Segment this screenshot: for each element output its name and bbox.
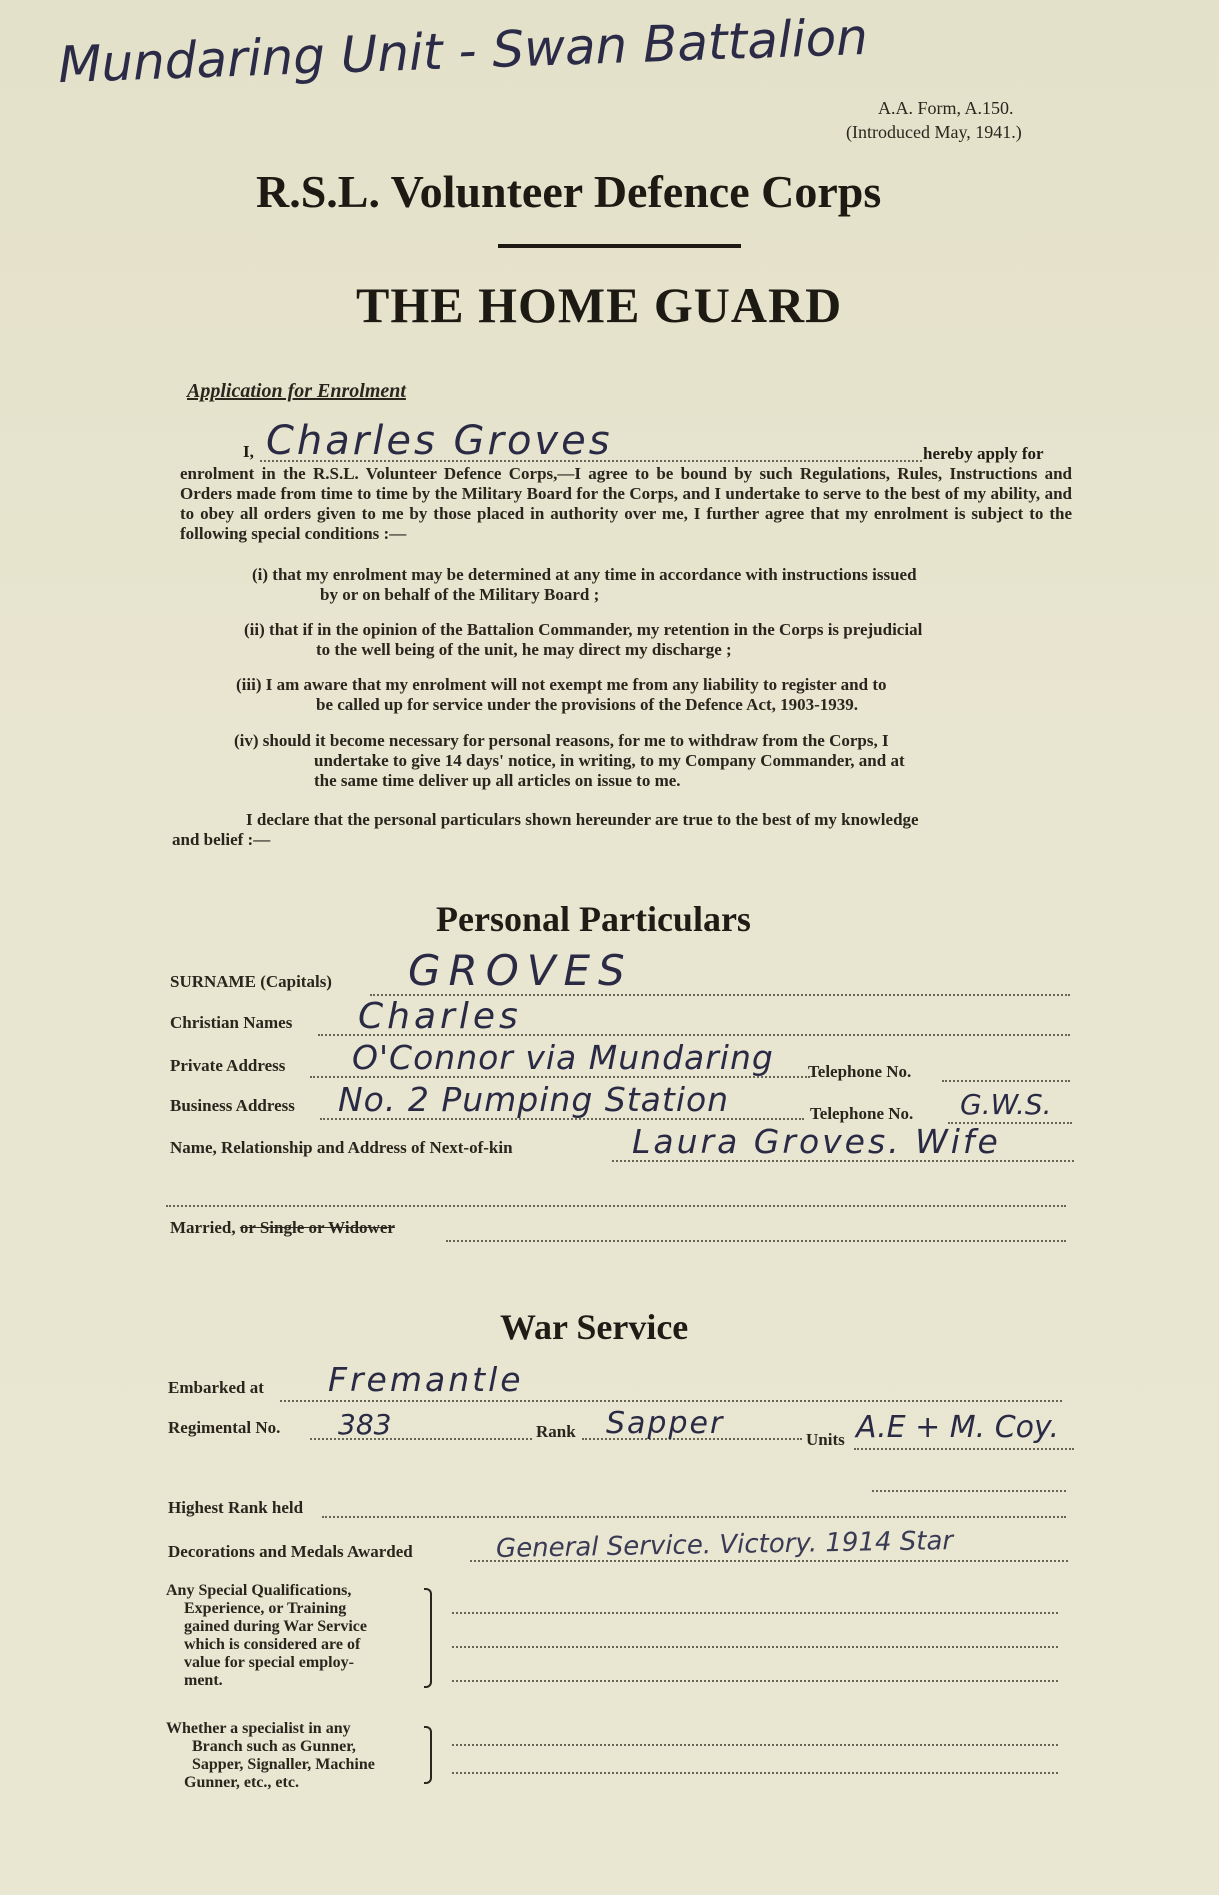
- condition-4: [234, 731, 1074, 791]
- declaration-line1: I declare that the personal particulars shown hereunder are true to the best of my knowledge: [246, 810, 919, 829]
- condition-1-line2: by or on behalf of the Military Board ;: [320, 585, 600, 604]
- highest-rank-label: Highest Rank held: [168, 1498, 304, 1517]
- married-label: Married,: [170, 1218, 236, 1237]
- embarked-label: Embarked at: [168, 1378, 264, 1397]
- declaration-line2: and belief :—: [172, 830, 271, 849]
- condition-4-line1: (iv) should it become necessary for personal reasons, for me to withdraw from the Corps, I: [234, 731, 889, 750]
- private-telephone-line: [942, 1080, 1070, 1082]
- specialist-label: [166, 1720, 416, 1792]
- intro-paragraph: enrolment in the R.S.L. Volunteer Defence Corps,—I agree to be bound by such Regulations, Rules, Instructions and Orders made from time to time by the Military Board for the Corps, and I undertake to serve to the best of my ability, and to obey all orders given to me by those placed in authority over me, I further agree that my enrolment is subject to the following special conditions :—: [180, 464, 1072, 543]
- special-qual-line-4: which is considered are of: [184, 1636, 361, 1653]
- units-line: [854, 1448, 1074, 1450]
- special-qual-line-6: ment.: [184, 1672, 223, 1689]
- units-label: Units: [806, 1430, 845, 1449]
- condition-1-line1: (i) that my enrolment may be determined at any time in accordance with instructions issued: [252, 565, 917, 584]
- special-qual-line-a: [452, 1612, 1058, 1614]
- specialist-line-a: [452, 1744, 1058, 1746]
- surname-value: GROVES: [408, 946, 633, 995]
- business-address-value: No. 2 Pumping Station: [338, 1080, 730, 1119]
- special-qual-line-c: [452, 1680, 1058, 1682]
- main-title: THE HOME GUARD: [356, 277, 843, 333]
- surname-label: SURNAME (Capitals): [170, 972, 332, 991]
- condition-1: [252, 565, 1072, 605]
- regimental-no-value: 383: [338, 1408, 392, 1441]
- specialist-line-1: Whether a specialist in any: [166, 1720, 351, 1737]
- next-of-kin-value: Laura Groves. Wife: [632, 1122, 1001, 1161]
- special-qual-line-b: [452, 1646, 1058, 1648]
- specialist-brace: [424, 1726, 432, 1784]
- decorations-label: Decorations and Medals Awarded: [168, 1542, 413, 1561]
- business-address-label: Business Address: [170, 1096, 295, 1115]
- christian-names-label: Christian Names: [170, 1013, 293, 1032]
- specialist-line-2: Branch such as Gunner,: [192, 1738, 356, 1755]
- condition-2-line2: to the well being of the unit, he may direct my discharge ;: [316, 640, 732, 659]
- next-of-kin-line-2: [166, 1205, 1066, 1207]
- title-rule: [498, 244, 741, 248]
- business-telephone-label: Telephone No.: [810, 1104, 914, 1123]
- declaration: [172, 810, 1072, 850]
- regimental-no-label: Regimental No.: [168, 1418, 281, 1437]
- handwritten-unit-header: Mundaring Unit - Swan Battalion: [57, 7, 869, 95]
- embarked-line: [280, 1400, 1062, 1402]
- specialist-line-b: [452, 1772, 1058, 1774]
- form-number: A.A. Form, A.150.: [878, 98, 1014, 118]
- form-introduced: (Introduced May, 1941.): [846, 122, 1022, 142]
- apply-suffix: hereby apply for: [923, 444, 1044, 463]
- decorations-value: General Service. Victory. 1914 Star: [495, 1526, 954, 1564]
- condition-2: [244, 620, 1074, 660]
- special-qual-line-3: gained during War Service: [184, 1618, 367, 1635]
- single-widower-struck: or Single or Widower: [239, 1218, 395, 1237]
- application-heading: Application for Enrolment: [187, 380, 406, 402]
- war-service-heading: War Service: [500, 1307, 689, 1347]
- condition-2-line1: (ii) that if in the opinion of the Battalion Commander, my retention in the Corps is prejudicial: [244, 620, 923, 639]
- private-address-value: O'Connor via Mundaring: [352, 1038, 774, 1077]
- units-value: A.E + M. Coy.: [856, 1410, 1059, 1445]
- business-telephone-value: G.W.S.: [960, 1088, 1052, 1121]
- condition-3-line2: be called up for service under the provisions of the Defence Act, 1903-1939.: [316, 695, 859, 714]
- condition-4-line2: undertake to give 14 days' notice, in writing, to my Company Commander, and at: [314, 751, 905, 770]
- applicant-prefix: I,: [243, 442, 254, 461]
- special-qual-line-5: value for special employ-: [184, 1654, 354, 1671]
- special-qual-line-1: Any Special Qualifications,: [166, 1582, 352, 1599]
- rank-label: Rank: [536, 1422, 576, 1441]
- special-qualifications-brace: [424, 1588, 432, 1688]
- highest-rank-line: [322, 1516, 1066, 1518]
- condition-3-line1: (iii) I am aware that my enrolment will not exempt me from any liability to register and to: [236, 675, 887, 694]
- personal-particulars-heading: Personal Particulars: [436, 899, 751, 939]
- special-qualifications-label: [166, 1582, 416, 1690]
- embarked-value: Fremantle: [328, 1360, 524, 1399]
- christian-names-value: Charles: [358, 996, 522, 1037]
- specialist-line-4: Gunner, etc., etc.: [184, 1774, 299, 1791]
- specialist-line-3: Sapper, Signaller, Machine: [192, 1756, 375, 1773]
- marital-line: [446, 1240, 1066, 1242]
- rank-value: Sapper: [606, 1406, 725, 1441]
- applicant-name: Charles Groves: [266, 418, 613, 464]
- private-telephone-label: Telephone No.: [808, 1062, 912, 1081]
- marital-status: [170, 1218, 395, 1238]
- next-of-kin-label: Name, Relationship and Address of Next-of-kin: [170, 1138, 513, 1157]
- private-address-label: Private Address: [170, 1056, 286, 1075]
- condition-4-line3: the same time deliver up all articles on issue to me.: [314, 771, 681, 790]
- special-qual-line-2: Experience, or Training: [184, 1600, 347, 1617]
- condition-3: [236, 675, 1074, 715]
- corps-title: R.S.L. Volunteer Defence Corps: [256, 166, 882, 217]
- units-line-2: [872, 1490, 1066, 1492]
